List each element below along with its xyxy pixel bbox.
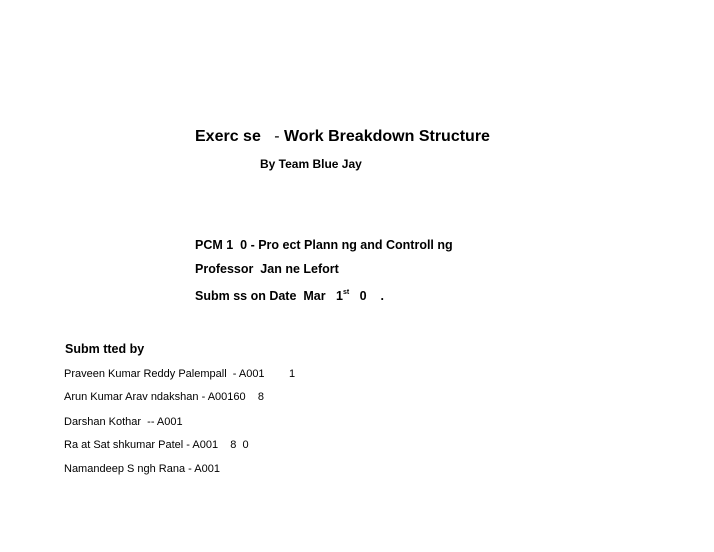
document-title <box>195 128 490 146</box>
submission-date-line <box>195 289 384 303</box>
team-member: Praveen Kumar Reddy Palempall - A001 1 <box>64 368 296 380</box>
title-main: Work Breakdown Structure <box>283 128 490 145</box>
title-prefix: Exerc se <box>195 128 261 145</box>
submission-date-superscript: st <box>342 289 350 296</box>
professor-line: Professor Jan ne Lefort <box>195 262 339 276</box>
team-member: Ra at Sat shkumar Patel - A001 8 0 <box>64 439 249 451</box>
course-line: PCM 1 0 - Pro ect Plann ng and Controll ng <box>195 238 453 252</box>
team-member: Arun Kumar Arav ndakshan - A00160 8 <box>64 391 264 403</box>
team-member: Darshan Kothar -- A001 <box>64 416 183 428</box>
submitted-by-heading: Subm tted by <box>65 342 145 356</box>
submission-date-rest: 0 . <box>349 289 384 303</box>
submission-date-label: Subm ss on Date Mar 1 <box>195 289 343 303</box>
title-dash: - <box>274 128 280 145</box>
team-member: Namandeep S ngh Rana - A001 <box>64 463 220 475</box>
team-name: By Team Blue Jay <box>260 157 362 171</box>
